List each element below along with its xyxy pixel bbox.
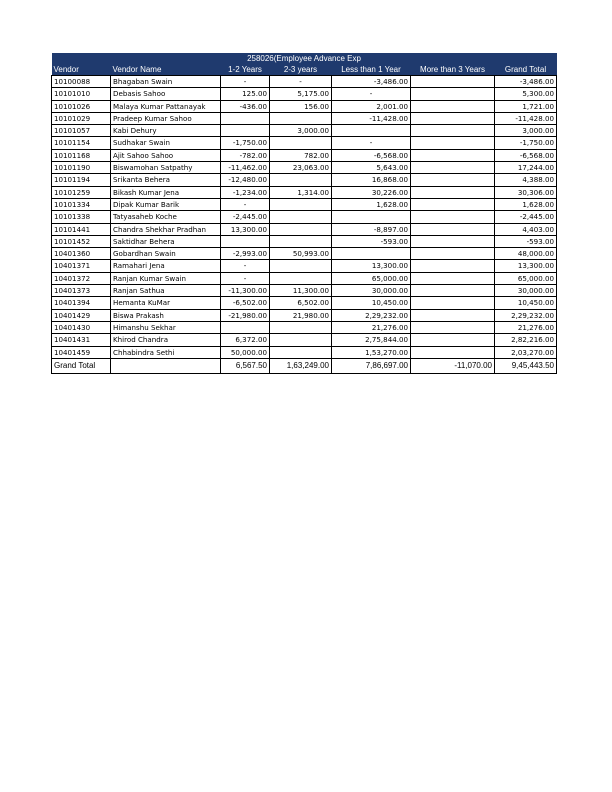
grand-total-1-2-years: 6,567.50 — [221, 358, 270, 373]
table-row — [52, 112, 557, 124]
cell-more-than-3-years — [411, 248, 495, 260]
cell-grand-total: -2,445.00 — [495, 211, 557, 223]
cell-vendor-name: Ramahari Jena — [111, 260, 221, 272]
cell-2-3-years — [270, 260, 332, 272]
cell-more-than-3-years — [411, 100, 495, 112]
cell-2-3-years — [270, 346, 332, 358]
cell-vendor-code: 10101026 — [52, 100, 111, 112]
grand-total-less-than-1-year: 7,86,697.00 — [332, 358, 411, 373]
cell-2-3-years: 50,993.00 — [270, 248, 332, 260]
cell-vendor-name: Sudhakar Swain — [111, 137, 221, 149]
header-vendor: Vendor — [52, 64, 111, 76]
table-row — [52, 309, 557, 321]
cell-1-2-years — [221, 125, 270, 137]
cell-1-2-years: 125.00 — [221, 88, 270, 100]
cell-vendor-code: 10401459 — [52, 346, 111, 358]
cell-1-2-years — [221, 112, 270, 124]
header-grand-total: Grand Total — [495, 64, 557, 76]
cell-1-2-years: -11,300.00 — [221, 285, 270, 297]
cell-less-than-1-year: 21,276.00 — [332, 321, 411, 333]
cell-2-3-years — [270, 334, 332, 346]
cell-grand-total: -1,750.00 — [495, 137, 557, 149]
table-row — [52, 346, 557, 358]
cell-1-2-years: -1,750.00 — [221, 137, 270, 149]
cell-vendor-code: 10101168 — [52, 149, 111, 161]
cell-2-3-years — [270, 272, 332, 284]
table-row — [52, 76, 557, 88]
grand-total-more-than-3-years: -11,070.00 — [411, 358, 495, 373]
cell-less-than-1-year: -3,486.00 — [332, 76, 411, 88]
table-row — [52, 137, 557, 149]
cell-more-than-3-years — [411, 162, 495, 174]
cell-more-than-3-years — [411, 88, 495, 100]
cell-1-2-years: - — [221, 272, 270, 284]
cell-vendor-name: Chhabindra Sethi — [111, 346, 221, 358]
cell-vendor-code: 10401394 — [52, 297, 111, 309]
cell-grand-total: 3,000.00 — [495, 125, 557, 137]
cell-1-2-years: -1,234.00 — [221, 186, 270, 198]
grand-total-row — [52, 358, 557, 373]
cell-vendor-name: Ajit Sahoo Sahoo — [111, 149, 221, 161]
cell-1-2-years: -2,993.00 — [221, 248, 270, 260]
cell-1-2-years: 6,372.00 — [221, 334, 270, 346]
header-2-3-years: 2-3 years — [270, 64, 332, 76]
table-row — [52, 248, 557, 260]
cell-2-3-years — [270, 235, 332, 247]
table-row — [52, 235, 557, 247]
cell-less-than-1-year: 5,643.00 — [332, 162, 411, 174]
cell-2-3-years: 11,300.00 — [270, 285, 332, 297]
cell-2-3-years: 5,175.00 — [270, 88, 332, 100]
cell-less-than-1-year: -593.00 — [332, 235, 411, 247]
cell-less-than-1-year: 2,75,844.00 — [332, 334, 411, 346]
cell-2-3-years — [270, 137, 332, 149]
table-row — [52, 186, 557, 198]
grand-total-2-3-years: 1,63,249.00 — [270, 358, 332, 373]
cell-less-than-1-year: 65,000.00 — [332, 272, 411, 284]
cell-vendor-code: 10101259 — [52, 186, 111, 198]
cell-less-than-1-year: 13,300.00 — [332, 260, 411, 272]
cell-less-than-1-year: -6,568.00 — [332, 149, 411, 161]
cell-2-3-years — [270, 321, 332, 333]
cell-vendor-code: 10101010 — [52, 88, 111, 100]
table-row — [52, 100, 557, 112]
cell-vendor-code: 10101029 — [52, 112, 111, 124]
cell-2-3-years: 1,314.00 — [270, 186, 332, 198]
cell-more-than-3-years — [411, 321, 495, 333]
cell-less-than-1-year — [332, 211, 411, 223]
cell-more-than-3-years — [411, 198, 495, 210]
table-row — [52, 260, 557, 272]
cell-1-2-years: -6,502.00 — [221, 297, 270, 309]
header-1-2-years: 1-2 Years — [221, 64, 270, 76]
cell-1-2-years: - — [221, 260, 270, 272]
cell-2-3-years: 156.00 — [270, 100, 332, 112]
cell-grand-total: 21,276.00 — [495, 321, 557, 333]
table-row — [52, 223, 557, 235]
cell-vendor-name: Biswamohan Satpathy — [111, 162, 221, 174]
cell-vendor-name: Gobardhan Swain — [111, 248, 221, 260]
cell-grand-total: -11,428.00 — [495, 112, 557, 124]
cell-less-than-1-year — [332, 248, 411, 260]
table-row — [52, 297, 557, 309]
table-row — [52, 211, 557, 223]
cell-vendor-code: 10401372 — [52, 272, 111, 284]
cell-less-than-1-year: 30,226.00 — [332, 186, 411, 198]
cell-vendor-name: Hemanta KuMar — [111, 297, 221, 309]
cell-grand-total: 13,300.00 — [495, 260, 557, 272]
cell-1-2-years: -21,980.00 — [221, 309, 270, 321]
cell-less-than-1-year: -8,897.00 — [332, 223, 411, 235]
cell-less-than-1-year: 1,53,270.00 — [332, 346, 411, 358]
cell-grand-total: -6,568.00 — [495, 149, 557, 161]
cell-grand-total: 2,82,216.00 — [495, 334, 557, 346]
cell-more-than-3-years — [411, 76, 495, 88]
cell-more-than-3-years — [411, 223, 495, 235]
cell-vendor-code: 10101194 — [52, 174, 111, 186]
cell-more-than-3-years — [411, 260, 495, 272]
cell-vendor-name: Saktidhar Behera — [111, 235, 221, 247]
table-row — [52, 285, 557, 297]
cell-less-than-1-year: - — [332, 88, 411, 100]
cell-vendor-name: Pradeep Kumar Sahoo — [111, 112, 221, 124]
cell-vendor-name: Dipak Kumar Barik — [111, 198, 221, 210]
cell-vendor-code: 10401371 — [52, 260, 111, 272]
table-row — [52, 162, 557, 174]
cell-less-than-1-year: - — [332, 137, 411, 149]
cell-2-3-years: 23,063.00 — [270, 162, 332, 174]
grand-total-label: Grand Total — [52, 358, 111, 373]
cell-vendor-code: 10101441 — [52, 223, 111, 235]
cell-vendor-name: Kabi Dehury — [111, 125, 221, 137]
cell-2-3-years: 21,980.00 — [270, 309, 332, 321]
cell-grand-total: -3,486.00 — [495, 76, 557, 88]
header-less-than-1-year: Less than 1 Year — [332, 64, 411, 76]
table-row — [52, 198, 557, 210]
cell-more-than-3-years — [411, 334, 495, 346]
cell-vendor-code: 10100088 — [52, 76, 111, 88]
cell-more-than-3-years — [411, 297, 495, 309]
header-vendor-name: Vendor Name — [111, 64, 221, 76]
table-row — [52, 321, 557, 333]
cell-1-2-years — [221, 235, 270, 247]
cell-vendor-name: Chandra Shekhar Pradhan — [111, 223, 221, 235]
cell-more-than-3-years — [411, 346, 495, 358]
cell-vendor-code: 10101154 — [52, 137, 111, 149]
cell-1-2-years: 50,000.00 — [221, 346, 270, 358]
cell-2-3-years: 782.00 — [270, 149, 332, 161]
cell-more-than-3-years — [411, 235, 495, 247]
cell-grand-total: 1,721.00 — [495, 100, 557, 112]
cell-vendor-code: 10101057 — [52, 125, 111, 137]
cell-2-3-years — [270, 223, 332, 235]
cell-1-2-years: -782.00 — [221, 149, 270, 161]
cell-2-3-years: 6,502.00 — [270, 297, 332, 309]
cell-1-2-years — [221, 321, 270, 333]
cell-grand-total: 10,450.00 — [495, 297, 557, 309]
cell-grand-total: 1,628.00 — [495, 198, 557, 210]
cell-1-2-years: -11,462.00 — [221, 162, 270, 174]
header-more-than-3-years: More than 3 Years — [411, 64, 495, 76]
cell-less-than-1-year: 1,628.00 — [332, 198, 411, 210]
cell-2-3-years: 3,000.00 — [270, 125, 332, 137]
employee-advance-table — [51, 53, 557, 374]
cell-2-3-years — [270, 198, 332, 210]
cell-less-than-1-year — [332, 125, 411, 137]
cell-more-than-3-years — [411, 112, 495, 124]
cell-less-than-1-year: 30,000.00 — [332, 285, 411, 297]
cell-1-2-years: -2,445.00 — [221, 211, 270, 223]
cell-grand-total: 4,388.00 — [495, 174, 557, 186]
cell-less-than-1-year: 2,001.00 — [332, 100, 411, 112]
table-body — [52, 76, 557, 359]
cell-1-2-years: -436.00 — [221, 100, 270, 112]
cell-vendor-code: 10101452 — [52, 235, 111, 247]
cell-more-than-3-years — [411, 174, 495, 186]
cell-2-3-years — [270, 112, 332, 124]
table-row — [52, 149, 557, 161]
table-row — [52, 174, 557, 186]
column-header-row — [52, 64, 557, 76]
cell-1-2-years: -12,480.00 — [221, 174, 270, 186]
cell-vendor-code: 10101190 — [52, 162, 111, 174]
cell-less-than-1-year: 10,450.00 — [332, 297, 411, 309]
cell-2-3-years: - — [270, 76, 332, 88]
cell-grand-total: 65,000.00 — [495, 272, 557, 284]
cell-grand-total: 17,244.00 — [495, 162, 557, 174]
table-row — [52, 88, 557, 100]
cell-vendor-name: Himanshu Sekhar — [111, 321, 221, 333]
cell-vendor-name: Ranjan Sathua — [111, 285, 221, 297]
cell-less-than-1-year: 16,868.00 — [332, 174, 411, 186]
cell-more-than-3-years — [411, 149, 495, 161]
cell-vendor-name: Khirod Chandra — [111, 334, 221, 346]
cell-more-than-3-years — [411, 211, 495, 223]
cell-vendor-name: Biswa Prakash — [111, 309, 221, 321]
cell-1-2-years: - — [221, 76, 270, 88]
cell-vendor-name: Malaya Kumar Pattanayak — [111, 100, 221, 112]
table-row — [52, 334, 557, 346]
cell-more-than-3-years — [411, 186, 495, 198]
cell-grand-total: -593.00 — [495, 235, 557, 247]
cell-grand-total: 48,000.00 — [495, 248, 557, 260]
cell-vendor-name: Srikanta Behera — [111, 174, 221, 186]
cell-grand-total: 30,000.00 — [495, 285, 557, 297]
cell-2-3-years — [270, 174, 332, 186]
cell-vendor-code: 10401360 — [52, 248, 111, 260]
cell-vendor-code: 10101338 — [52, 211, 111, 223]
cell-vendor-name: Ranjan Kumar Swain — [111, 272, 221, 284]
cell-vendor-code: 10401373 — [52, 285, 111, 297]
cell-vendor-code: 10101334 — [52, 198, 111, 210]
table-row — [52, 272, 557, 284]
cell-less-than-1-year: 2,29,232.00 — [332, 309, 411, 321]
cell-vendor-name: Bhagaban Swain — [111, 76, 221, 88]
table-title-row — [52, 53, 557, 64]
cell-1-2-years: 13,300.00 — [221, 223, 270, 235]
cell-2-3-years — [270, 211, 332, 223]
cell-more-than-3-years — [411, 137, 495, 149]
cell-vendor-name: Tatyasaheb Koche — [111, 211, 221, 223]
cell-vendor-code: 10401431 — [52, 334, 111, 346]
cell-vendor-code: 10401430 — [52, 321, 111, 333]
cell-vendor-name: Debasis Sahoo — [111, 88, 221, 100]
cell-more-than-3-years — [411, 125, 495, 137]
table-title: 258026(Employee Advance Exp — [52, 53, 557, 64]
cell-more-than-3-years — [411, 309, 495, 321]
cell-grand-total: 2,03,270.00 — [495, 346, 557, 358]
cell-more-than-3-years — [411, 272, 495, 284]
cell-grand-total: 4,403.00 — [495, 223, 557, 235]
cell-less-than-1-year: -11,428.00 — [332, 112, 411, 124]
pivot-table-sheet — [51, 53, 556, 374]
cell-vendor-name: Bikash Kumar Jena — [111, 186, 221, 198]
grand-total-empty — [111, 358, 221, 373]
cell-more-than-3-years — [411, 285, 495, 297]
table-row — [52, 125, 557, 137]
cell-1-2-years: - — [221, 198, 270, 210]
cell-grand-total: 5,300.00 — [495, 88, 557, 100]
cell-grand-total: 30,306.00 — [495, 186, 557, 198]
cell-grand-total: 2,29,232.00 — [495, 309, 557, 321]
grand-total-value: 9,45,443.50 — [495, 358, 557, 373]
cell-vendor-code: 10401429 — [52, 309, 111, 321]
